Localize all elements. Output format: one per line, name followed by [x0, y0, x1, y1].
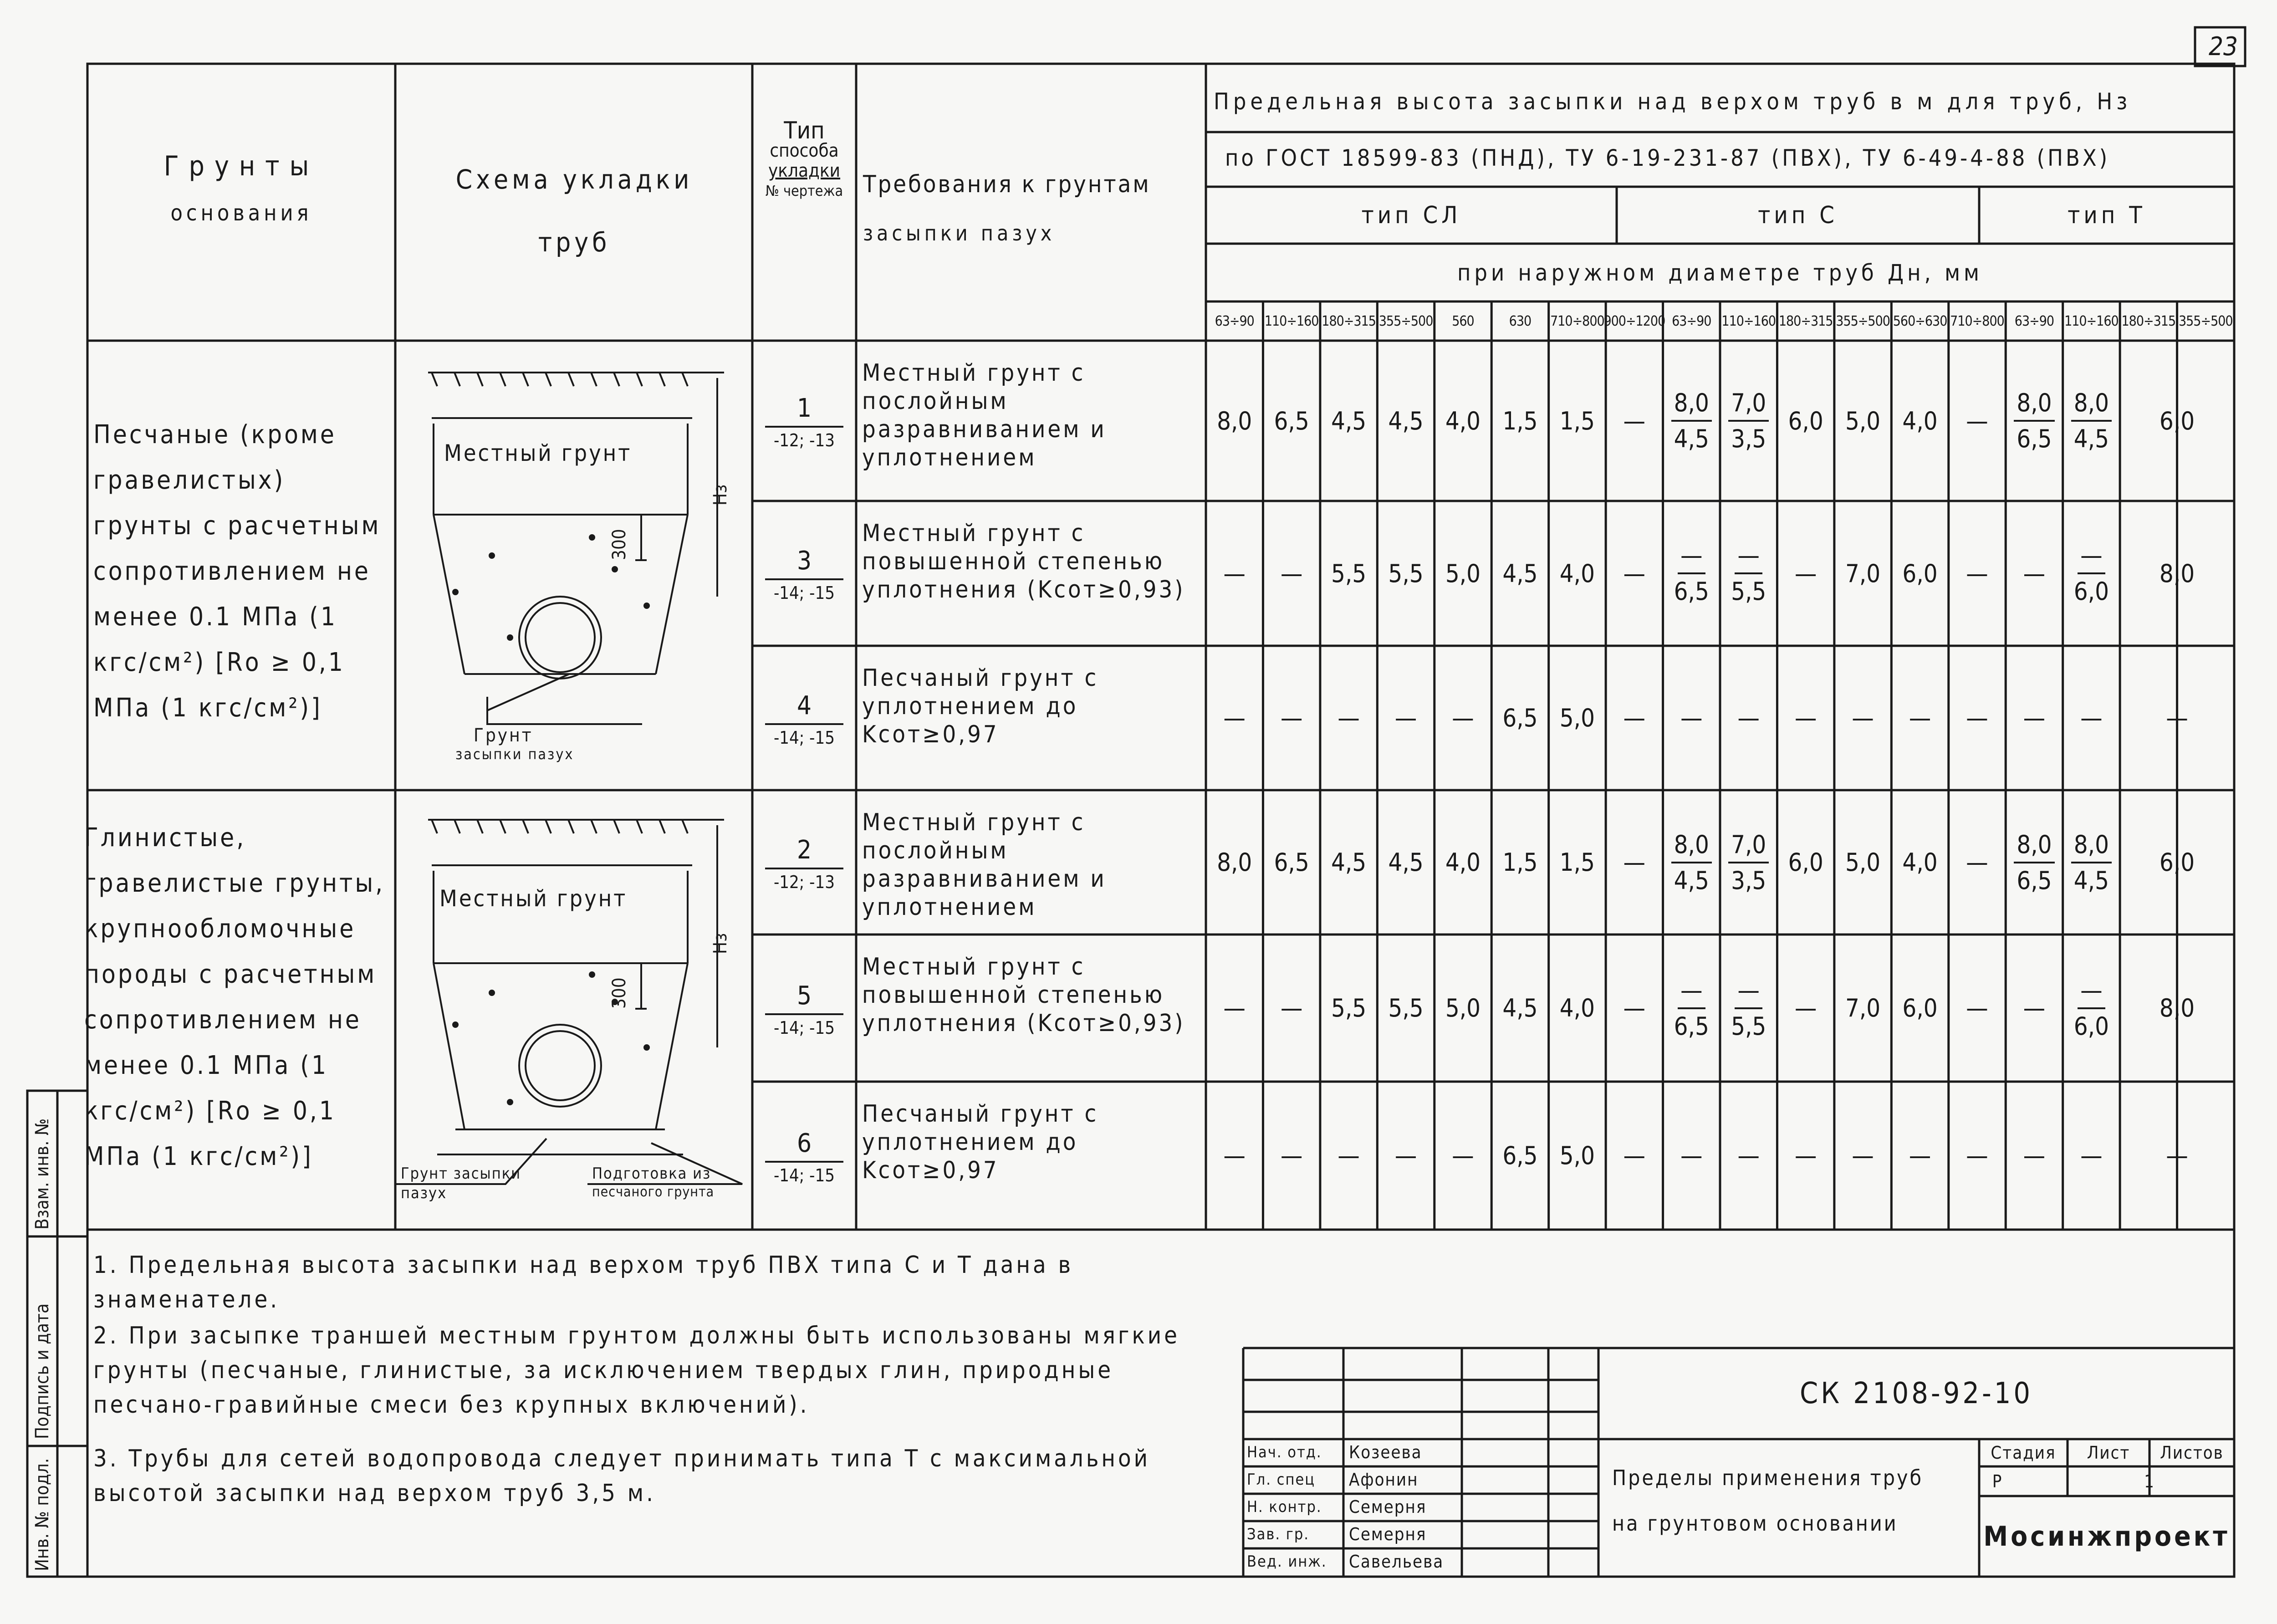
height-value: 6,5	[1502, 704, 1538, 732]
header-soils-line1: Грунты	[163, 150, 319, 182]
height-value: 6,0	[2159, 848, 2195, 877]
diameter-header: 180÷315	[2121, 313, 2176, 329]
requirement-text: Местный грунт с повышенной степенью уплотнения (Kсот≥0,93)	[862, 520, 1185, 603]
height-value: —	[2166, 1141, 2188, 1170]
soil-sandy: Песчаные (кроме гравелистых) грунты с расчетным сопротивлением не менее 0.1 МПа (1 кгс/см²) [Rо ≥ 0,1 МПа (1 кгс/см²)]	[93, 420, 381, 723]
scheme2-prep-2: песчаного грунта	[592, 1184, 715, 1200]
note-1: 1. Предельная высота засыпки над верхом труб ПВХ типа С и Т дана в знаменателе.	[93, 1251, 1074, 1313]
height-value	[2063, 935, 2120, 1082]
height-value: —	[1737, 704, 1760, 732]
scheme2-local-label: Местный грунт	[439, 885, 628, 912]
header-scheme	[399, 164, 750, 258]
diameter-header: 180÷315	[1778, 313, 1833, 329]
value-numerator: 8,0	[1671, 830, 1712, 863]
type-cell	[756, 835, 853, 892]
value-numerator: —	[1735, 976, 1762, 1009]
height-value: —	[1623, 848, 1646, 877]
height-value: —	[1223, 994, 1246, 1022]
header-scheme-line1: Схема укладки	[455, 164, 693, 195]
stamp-sign-date: Подпись и дата	[32, 1303, 53, 1439]
value-numerator: —	[1678, 541, 1705, 574]
drawing-title-line1: Пределы применения труб	[1612, 1466, 1924, 1490]
height-value: 5,0	[1559, 1141, 1595, 1170]
height-value: —	[2023, 704, 2046, 732]
diameter-header: 560	[1452, 313, 1474, 329]
height-value: —	[2080, 1141, 2103, 1170]
height-value: —	[1794, 1141, 1817, 1170]
header-scheme-line2: труб	[538, 227, 611, 258]
type-sheets: -14; -15	[773, 583, 835, 603]
height-value: 1,5	[1502, 406, 1538, 435]
height-value: —	[1223, 704, 1246, 732]
height-value: —	[1794, 994, 1817, 1022]
height-value: —	[2023, 994, 2046, 1022]
height-value: 6,0	[1902, 994, 1938, 1022]
height-value: —	[1280, 1141, 1303, 1170]
header-soils	[91, 150, 392, 226]
type-sheets: -14; -15	[773, 1165, 835, 1185]
height-value: 4,0	[1445, 406, 1481, 435]
diameter-header: 180÷315	[1322, 313, 1376, 329]
height-value: —	[1338, 704, 1360, 732]
value-denominator: 6,5	[2017, 424, 2052, 453]
staff-name: Козеева	[1349, 1442, 1422, 1462]
height-value: 4,0	[1559, 559, 1595, 588]
height-value: 8,0	[2159, 994, 2195, 1022]
height-value: —	[1966, 848, 1988, 877]
type-number: 4	[765, 691, 843, 725]
diameter-header: 355÷500	[1836, 313, 1890, 329]
diameter-header: 355÷500	[2178, 313, 2233, 329]
type-group-sl: тип СЛ	[1361, 201, 1461, 229]
height-value: 5,0	[1559, 704, 1595, 732]
type-cell	[756, 1129, 853, 1185]
height-value	[2063, 790, 2120, 935]
value-denominator: 5,5	[1731, 1011, 1766, 1041]
scheme1-local-label: Местный грунт	[444, 440, 632, 466]
type-sheets: -14; -15	[773, 1017, 835, 1038]
diameter-header: 710÷800	[1550, 313, 1604, 329]
type-number: 3	[765, 546, 843, 580]
height-value: 4,5	[1502, 994, 1538, 1022]
requirement-text: Местный грунт с послойным разравниванием и уплотнением	[862, 359, 1107, 471]
height-value: —	[1966, 994, 1988, 1022]
diameter-header: 63÷90	[2014, 313, 2054, 329]
height-value: 4,5	[1388, 406, 1424, 435]
height-value: 6,0	[1788, 406, 1823, 435]
height-value: —	[1394, 704, 1417, 732]
sheet-label: Лист	[2087, 1443, 2130, 1463]
type-sheets: -12; -13	[773, 872, 835, 892]
height-value: 4,0	[1902, 406, 1938, 435]
value-denominator: 4,5	[2073, 866, 2109, 895]
height-value	[1663, 341, 1720, 501]
height-value: —	[1909, 704, 1931, 732]
header-type-line3: укладки	[768, 160, 841, 181]
height-value: 6,0	[2159, 406, 2195, 435]
staff-name: Савельева	[1349, 1552, 1444, 1572]
scheme1-backfill-2: засыпки пазух	[455, 746, 574, 763]
trench-scheme-2	[396, 820, 742, 1184]
height-value: 4,5	[1331, 406, 1367, 435]
height-value: 4,5	[1331, 848, 1367, 877]
height-value: 8,0	[1217, 848, 1252, 877]
height-value: 4,0	[1445, 848, 1481, 877]
diameter-header: 110÷160	[2064, 313, 2119, 329]
type-cell	[756, 393, 853, 450]
height-value: —	[1680, 1141, 1703, 1170]
height-value: —	[1280, 994, 1303, 1022]
height-value: —	[1966, 406, 1988, 435]
height-value: 4,0	[1902, 848, 1938, 877]
scheme2-backfill-1: Грунт засыпки	[401, 1164, 521, 1183]
note-3: 3. Трубы для сетей водопровода следует принимать типа Т с максимальной высотой засыпки над верхом труб 3,5 м.	[93, 1445, 1150, 1507]
value-numerator: 8,0	[1671, 388, 1712, 422]
scheme2-backfill-2: пазух	[401, 1184, 447, 1202]
height-value: —	[1623, 406, 1646, 435]
diameter-header: 63÷90	[1672, 313, 1711, 329]
height-value	[2006, 341, 2063, 501]
diameter-title: при наружном диаметре труб Дн, мм	[1457, 259, 1983, 286]
type-group-t: тип Т	[2068, 201, 2146, 229]
diameter-header: 900÷1200	[1603, 313, 1665, 329]
height-value	[1720, 341, 1777, 501]
staff-role: Гл. спец	[1247, 1471, 1316, 1489]
value-numerator: —	[2078, 541, 2105, 574]
value-numerator: —	[2078, 976, 2105, 1009]
type-sheets: -14; -15	[773, 727, 835, 748]
diameter-header: 110÷160	[1721, 313, 1776, 329]
scheme1-backfill-1: Грунт	[474, 725, 533, 746]
height-value: —	[2166, 704, 2188, 732]
diameter-header: 63÷90	[1215, 313, 1254, 329]
drawing-title	[1612, 1455, 1976, 1546]
drawing-title-line2: на грунтовом основании	[1612, 1511, 1898, 1536]
requirement-text: Песчаный грунт с уплотнением до Kсот≥0,97	[862, 1100, 1099, 1184]
type-number: 2	[765, 835, 843, 869]
height-value: 6,5	[1502, 1141, 1538, 1170]
header-type-line1: Тип	[784, 117, 825, 144]
note-2: 2. При засыпке траншей местным грунтом должны быть использованы мягкие грунты (песчаные, глинистые, за исключением твердых глин, природные песчано-гравийные смеси без крупных включений).	[93, 1322, 1180, 1419]
height-value	[1720, 935, 1777, 1082]
value-denominator: 4,5	[1674, 424, 1709, 453]
height-value: —	[1223, 559, 1246, 588]
height-value: 7,0	[1845, 994, 1881, 1022]
staff-name: Семерня	[1349, 1524, 1427, 1544]
value-numerator: —	[1735, 541, 1762, 574]
height-value: 6,5	[1274, 848, 1309, 877]
type-number: 1	[765, 393, 843, 428]
height-value: —	[2023, 1141, 2046, 1170]
height-value: —	[1794, 704, 1817, 732]
height-value: —	[1623, 1141, 1646, 1170]
requirement-text: Местный грунт с послойным разравниванием и уплотнением	[862, 809, 1107, 921]
value-numerator: 8,0	[2071, 830, 2112, 863]
type-number: 6	[765, 1129, 843, 1163]
staff-role: Н. контр.	[1247, 1498, 1322, 1516]
value-numerator: 8,0	[2014, 830, 2054, 863]
header-type-line4: № чертежа	[765, 182, 843, 199]
page-number: 23	[2209, 32, 2238, 61]
header-type-line2: способа	[770, 140, 839, 161]
height-value: 6,5	[1274, 406, 1309, 435]
value-denominator: 3,5	[1731, 866, 1766, 895]
height-value: —	[1680, 704, 1703, 732]
scheme2-h: Hз	[710, 933, 731, 954]
value-denominator: 3,5	[1731, 424, 1766, 453]
value-denominator: 6,5	[1674, 1011, 1709, 1041]
type-cell	[756, 691, 853, 748]
staff-role: Нач. отд.	[1247, 1443, 1322, 1461]
staff-name: Афонин	[1349, 1470, 1419, 1490]
height-value	[1720, 501, 1777, 646]
height-value: —	[1909, 1141, 1931, 1170]
height-value: —	[1452, 1141, 1474, 1170]
height-title-1: Предельная высота засыпки над верхом труб в м для труб, Hз	[1214, 88, 2132, 115]
value-denominator: 4,5	[1674, 866, 1709, 895]
value-numerator: 7,0	[1728, 388, 1769, 422]
height-value	[1663, 790, 1720, 935]
type-group-s: тип С	[1758, 201, 1838, 229]
height-value: 5,5	[1388, 994, 1424, 1022]
value-denominator: 6,5	[2017, 866, 2052, 895]
height-value: —	[1852, 704, 1874, 732]
requirement-text: Местный грунт с повышенной степенью уплотнения (Kсот≥0,93)	[862, 953, 1185, 1037]
height-value: 6,0	[1788, 848, 1823, 877]
height-value: —	[1966, 559, 1988, 588]
height-value: 1,5	[1559, 406, 1595, 435]
height-value: —	[1280, 559, 1303, 588]
height-value	[2063, 341, 2120, 501]
value-numerator: —	[1678, 976, 1705, 1009]
height-value: —	[1966, 1141, 1988, 1170]
diameter-header: 630	[1509, 313, 1532, 329]
type-cell	[756, 981, 853, 1038]
height-value: 5,0	[1445, 559, 1481, 588]
diameter-header: 710÷800	[1950, 313, 2004, 329]
height-value	[1720, 790, 1777, 935]
height-value: 8,0	[2159, 559, 2195, 588]
height-value: —	[1280, 704, 1303, 732]
height-title-2: по ГОСТ 18599-83 (ПНД), ТУ 6-19-231-87 (ПВХ), ТУ 6-49-4-88 (ПВХ)	[1225, 145, 2110, 171]
organization: Мосинжпроект	[1983, 1520, 2230, 1553]
height-value: 6,0	[1902, 559, 1938, 588]
height-value: 4,5	[1502, 559, 1538, 588]
diameter-header: 355÷500	[1378, 313, 1433, 329]
height-value: 1,5	[1559, 848, 1595, 877]
height-value: 7,0	[1845, 559, 1881, 588]
value-denominator: 4,5	[2073, 424, 2109, 453]
height-value: —	[2023, 559, 2046, 588]
staff-role: Вед. инж.	[1247, 1553, 1327, 1571]
header-req-line2: засыпки пазух	[863, 221, 1056, 245]
height-value: —	[1623, 994, 1646, 1022]
height-value: 1,5	[1502, 848, 1538, 877]
stage-label: Стадия	[1991, 1443, 2056, 1463]
header-req-line1: Требования к грунтам	[863, 171, 1151, 198]
header-soils-line2: основания	[170, 200, 312, 226]
type-sheets: -12; -13	[773, 430, 835, 450]
sheets-label: Листов	[2160, 1443, 2224, 1463]
header-type	[754, 117, 855, 201]
scheme1-h: Hз	[710, 484, 731, 506]
diameter-header: 560÷630	[1893, 313, 1947, 329]
height-value: 8,0	[1217, 406, 1252, 435]
height-value: —	[1794, 559, 1817, 588]
stamp-inv-no: Инв. № подл.	[32, 1458, 53, 1571]
requirement-text: Песчаный грунт с уплотнением до Kсот≥0,97	[862, 664, 1099, 748]
diameter-header: 110÷160	[1264, 313, 1319, 329]
staff-name: Семерня	[1349, 1497, 1427, 1517]
height-value: 5,0	[1845, 848, 1881, 877]
height-value: —	[1223, 1141, 1246, 1170]
height-value: 5,5	[1331, 559, 1367, 588]
value-denominator: 6,0	[2073, 1011, 2109, 1041]
drawing-code: СК 2108-92-10	[1800, 1377, 2033, 1410]
height-value: —	[1338, 1141, 1360, 1170]
trench-scheme-1	[428, 373, 724, 724]
height-value: —	[1737, 1141, 1760, 1170]
height-value	[1663, 935, 1720, 1082]
soil-clay: Глинистые, гравелистые грунты, крупнообломочные породы с расчетным сопротивлением не менее 0.1 МПа (1 кгс/см²) [Rо ≥ 0,1 МПа (1 кгс/см²)]	[84, 823, 385, 1171]
height-value: —	[1394, 1141, 1417, 1170]
type-number: 5	[765, 981, 843, 1015]
scheme1-dim: 300	[609, 529, 630, 560]
height-value: —	[2080, 704, 2103, 732]
type-cell	[756, 546, 853, 603]
value-denominator: 5,5	[1731, 577, 1766, 606]
stamp-replace-inv: Взам. инв. №	[32, 1118, 53, 1230]
height-value	[2063, 501, 2120, 646]
height-value: —	[1623, 704, 1646, 732]
height-value: 5,5	[1331, 994, 1367, 1022]
staff-role: Зав. гр.	[1247, 1525, 1310, 1543]
stage-value: Р	[1992, 1471, 2003, 1491]
height-value: 5,0	[1845, 406, 1881, 435]
height-value	[1663, 501, 1720, 646]
height-value: 4,0	[1559, 994, 1595, 1022]
value-denominator: 6,0	[2073, 577, 2109, 606]
value-denominator: 6,5	[1674, 577, 1709, 606]
value-numerator: 8,0	[2014, 388, 2054, 422]
sheet-value: 1	[2144, 1471, 2155, 1491]
value-numerator: 7,0	[1728, 830, 1769, 863]
height-value: 4,5	[1388, 848, 1424, 877]
height-value	[2006, 790, 2063, 935]
scheme2-prep-1: Подготовка из	[592, 1164, 711, 1183]
scheme2-dim: 300	[609, 977, 630, 1009]
height-value: —	[1852, 1141, 1874, 1170]
height-value: 5,5	[1388, 559, 1424, 588]
header-requirements	[863, 171, 1200, 245]
height-value: —	[1966, 704, 1988, 732]
height-value: 5,0	[1445, 994, 1481, 1022]
height-value: —	[1623, 559, 1646, 588]
height-value: —	[1452, 704, 1474, 732]
value-numerator: 8,0	[2071, 388, 2112, 422]
